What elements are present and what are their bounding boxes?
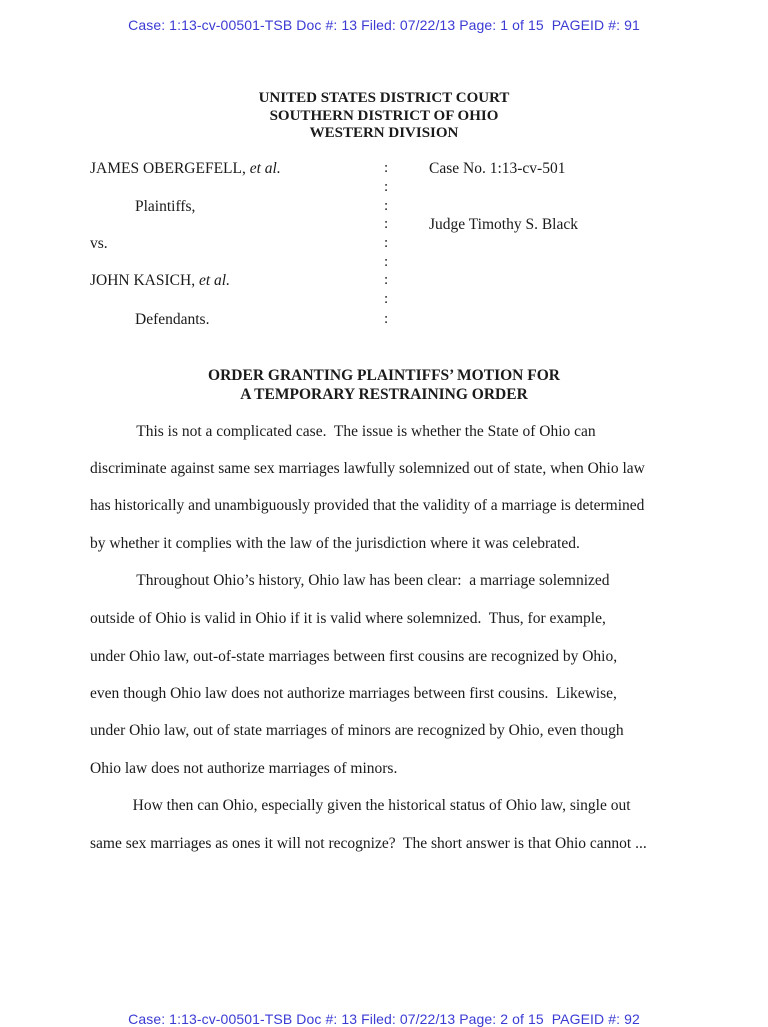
defendant-et-al: et al. — [198, 272, 230, 289]
court-name: UNITED STATES DISTRICT COURT — [258, 90, 510, 106]
body-line: same sex marriages as ones it will not recognize? The short answer is that Ohio cannot ... — [90, 835, 647, 852]
case-number: Case No. 1:13-cv-501 — [429, 160, 566, 177]
body-line: by whether it complies with the law of the jurisdiction where it was celebrated. — [90, 535, 580, 552]
ecf-next-page-stamp: Case: 1:13-cv-00501-TSB Doc #: 13 Filed: 07/22/13 Page: 2 of 15 PAGEID #: 92 — [128, 1011, 640, 1027]
body-line: under Ohio law, out-of-state marriages between first cousins are recognized by Ohio, — [90, 648, 618, 665]
body-line: Ohio law does not authorize marriages of minors. — [90, 760, 398, 777]
caption-colon: : — [384, 160, 389, 176]
body-line: discriminate against same sex marriages lawfully solemnized out of state, when Ohio law — [90, 460, 645, 477]
plaintiff-et-al: et al. — [249, 160, 281, 177]
court-district: SOUTHERN DISTRICT OF OHIO — [269, 107, 499, 124]
caption-defendants-label: Defendants. — [135, 311, 210, 328]
caption-colon: : — [384, 291, 389, 307]
body-line: This is not a complicated case. The issue is whether the State of Ohio can — [90, 423, 596, 440]
caption-defendant — [90, 272, 230, 290]
body-line: How then can Ohio, especially given the historical status of Ohio law, single out — [90, 797, 631, 814]
caption-colon: : — [384, 216, 389, 232]
order-title — [0, 366, 768, 404]
caption-colon: : — [384, 179, 389, 195]
caption-colon: : — [384, 254, 389, 270]
caption-plaintiffs-label: Plaintiffs, — [135, 198, 196, 215]
judge-name: Judge Timothy S. Black — [429, 216, 578, 233]
order-title-line-2: A TEMPORARY RESTRAINING ORDER — [240, 386, 528, 403]
body-line: Throughout Ohio’s history, Ohio law has been clear: a marriage solemnized — [90, 572, 610, 589]
caption-vs: vs. — [90, 235, 108, 252]
ecf-header-stamp: Case: 1:13-cv-00501-TSB Doc #: 13 Filed: 07/22/13 Page: 1 of 15 PAGEID #: 91 — [128, 17, 640, 33]
body-line: has historically and unambiguously provided that the validity of a marriage is determined — [90, 497, 645, 514]
defendant-name: JOHN KASICH, — [90, 272, 199, 289]
body-line: outside of Ohio is valid in Ohio if it is valid where solemnized. Thus, for example, — [90, 610, 606, 627]
court-heading — [0, 90, 768, 143]
plaintiff-name: JAMES OBERGEFELL, — [90, 160, 250, 177]
caption-colon: : — [384, 272, 389, 288]
caption-colon: : — [384, 235, 389, 251]
caption-colon: : — [384, 311, 389, 327]
order-title-line-1: ORDER GRANTING PLAINTIFFS’ MOTION FOR — [208, 367, 560, 384]
caption-colon: : — [384, 198, 389, 214]
court-division: WESTERN DIVISION — [309, 125, 459, 141]
body-line: even though Ohio law does not authorize marriages between first cousins. Likewise, — [90, 685, 617, 702]
body-line: under Ohio law, out of state marriages of minors are recognized by Ohio, even though — [90, 722, 624, 739]
caption-plaintiff — [90, 160, 281, 178]
